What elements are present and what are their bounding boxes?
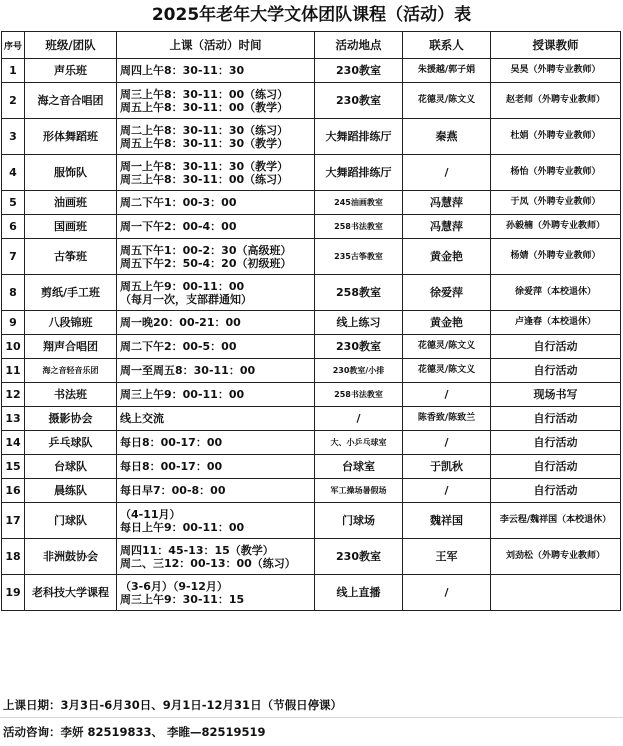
class-place: 258教室 [315,275,403,311]
table-row [2,503,621,539]
class-name: 油画班 [25,191,117,215]
class-contact: / [403,383,491,407]
time-line: 每日8：00-17：00 [120,460,223,473]
class-time [117,155,315,191]
time-line: 每日上午9：00-11：00 [120,520,245,534]
class-name: 形体舞蹈班 [25,119,117,155]
class-contact: 魏祥国 [403,503,491,539]
class-teacher: 于凤（外聘专业教师） [491,191,621,215]
class-contact: / [403,431,491,455]
time-line: 周四11：45-13：15（教学） [120,543,274,557]
time-line: 周二、三12：00-13：00（练习） [120,556,296,570]
table-row [2,539,621,575]
table-row [2,407,621,431]
class-time [117,275,315,311]
class-place: 线上练习 [315,311,403,335]
class-time [117,383,315,407]
class-teacher: 吴昊（外聘专业教师） [491,59,621,83]
class-place: 大、小乒乓球室 [315,431,403,455]
time-line: 周四上午8：30-11：30 [120,64,245,77]
class-name: 八段锦班 [25,311,117,335]
class-place: 230教室/小排 [315,359,403,383]
class-name: 海之音合唱团 [25,83,117,119]
time-line: 周一上午8：30-11：30（教学） [120,159,289,173]
class-contact: 黄金艳 [403,239,491,275]
class-time [117,479,315,503]
table-row [2,431,621,455]
class-teacher: 卢逢春（本校退休） [491,311,621,335]
class-teacher: 杜娟（外聘专业教师） [491,119,621,155]
class-teacher: 孙毅楠（外聘专业教师） [491,215,621,239]
class-place: 230教室 [315,59,403,83]
table-row [2,239,621,275]
class-place: 台球室 [315,455,403,479]
class-time [117,359,315,383]
class-name: 海之音轻音乐团 [25,359,117,383]
class-place: 230教室 [315,83,403,119]
header-contact: 联系人 [403,32,491,59]
class-contact: 黄金艳 [403,311,491,335]
row-number: 10 [2,335,25,359]
class-time [117,119,315,155]
class-name: 晨练队 [25,479,117,503]
table-row [2,455,621,479]
row-number: 6 [2,215,25,239]
class-teacher: 杨怡（外聘专业教师） [491,155,621,191]
class-name: 书法班 [25,383,117,407]
class-name: 台球队 [25,455,117,479]
row-number: 2 [2,83,25,119]
class-teacher: 自行活动 [491,407,621,431]
time-line: 周一下午2：00-4：00 [120,220,237,233]
row-number: 16 [2,479,25,503]
row-number: 9 [2,311,25,335]
row-number: 8 [2,275,25,311]
class-name: 乒乓球队 [25,431,117,455]
class-place: 大舞蹈排练厅 [315,119,403,155]
time-line: 每日早7：00-8：00 [120,484,226,497]
class-place: 230教室 [315,539,403,575]
header-place: 活动地点 [315,32,403,59]
class-teacher: 自行活动 [491,359,621,383]
class-contact: 冯慧萍 [403,191,491,215]
time-line: 周一至周五8：30-11：00 [120,364,256,377]
class-place: 军工操场暑假场 [315,479,403,503]
row-number: 4 [2,155,25,191]
table-row [2,275,621,311]
class-time [117,59,315,83]
time-line: （每月一次，支部群通知） [120,292,252,306]
row-number: 18 [2,539,25,575]
class-name: 老科技大学课程 [25,575,117,611]
time-line: 周二下午1：00-3：00 [120,196,237,209]
row-number: 14 [2,431,25,455]
class-place: 258书法教室 [315,383,403,407]
table-row [2,479,621,503]
class-place: 230教室 [315,335,403,359]
table-row [2,119,621,155]
time-line: 线上交流 [120,412,164,425]
class-time [117,503,315,539]
class-name: 剪纸/手工班 [25,275,117,311]
class-name: 服饰队 [25,155,117,191]
class-teacher: 徐爱萍（本校退休） [491,275,621,311]
divider [0,717,623,718]
class-place: 门球场 [315,503,403,539]
class-contact: / [403,575,491,611]
class-teacher: 现场书写 [491,383,621,407]
time-line: 周五上午8：30-11：30（教学） [120,136,289,150]
class-contact: 朱援越/郭子娟 [403,59,491,83]
class-name: 翔声合唱团 [25,335,117,359]
header-time: 上课（活动）时间 [117,32,315,59]
class-teacher: 自行活动 [491,479,621,503]
row-number: 17 [2,503,25,539]
row-number: 19 [2,575,25,611]
row-number: 11 [2,359,25,383]
table-row [2,575,621,611]
time-line: 周五下午2：50-4：20（初级班） [120,256,292,270]
time-line: 周五上午9：00-11：00 [120,279,245,293]
class-contact: / [403,155,491,191]
class-place: 大舞蹈排练厅 [315,155,403,191]
class-time [117,539,315,575]
table-row [2,359,621,383]
table-row [2,311,621,335]
class-teacher: 自行活动 [491,335,621,359]
class-time [117,431,315,455]
class-contact: 冯慧萍 [403,215,491,239]
row-number: 3 [2,119,25,155]
footer-dates: 上课日期：3月3日-6月30日、9月1日-12月31日（节假日停课） [3,698,343,712]
page-title: 2025年老年大学文体团队课程（活动）表 [151,5,472,25]
class-teacher: 自行活动 [491,455,621,479]
class-time [117,215,315,239]
class-name: 国画班 [25,215,117,239]
class-contact: 于凯秋 [403,455,491,479]
time-line: 周三上午9：00-11：00 [120,388,245,401]
class-contact: 秦燕 [403,119,491,155]
header-no: 序号 [2,32,25,59]
table-row [2,335,621,359]
table-row [2,383,621,407]
class-teacher [491,575,621,611]
class-contact: 花德灵/陈文义 [403,335,491,359]
class-contact: 花德灵/陈文义 [403,359,491,383]
class-place: / [315,407,403,431]
table-row [2,59,621,83]
row-number: 5 [2,191,25,215]
row-number: 15 [2,455,25,479]
class-teacher: 李云程/魏祥国（本校退休） [491,503,621,539]
class-teacher: 赵老师（外聘专业教师） [491,83,621,119]
time-line: 周一晚20：00-21：00 [120,316,241,329]
class-time [117,191,315,215]
table-row [2,215,621,239]
footer-contact: 活动咨询：李妍 82519833、 李睢—82519519 [3,725,266,739]
class-name: 门球队 [25,503,117,539]
class-place: 235古筝教室 [315,239,403,275]
class-teacher: 自行活动 [491,431,621,455]
time-line: 周五上午8：30-11：00（教学） [120,100,289,114]
class-name: 摄影协会 [25,407,117,431]
class-place: 线上直播 [315,575,403,611]
class-place: 258书法教室 [315,215,403,239]
class-time [117,335,315,359]
time-line: 每日8：00-17：00 [120,436,223,449]
header-teacher: 授课教师 [491,32,621,59]
class-time [117,407,315,431]
schedule-table [1,31,621,611]
class-time [117,455,315,479]
table-row [2,83,621,119]
class-name: 非洲鼓协会 [25,539,117,575]
time-line: （3-6月）（9-12月） [120,579,228,593]
class-place: 245油画教室 [315,191,403,215]
time-line: 周二上午8：30-11：30（练习） [120,123,289,137]
time-line: 周三上午9：30-11：15 [120,592,245,606]
time-line: 周二下午2：00-5：00 [120,340,237,353]
class-time [117,311,315,335]
class-teacher: 杨婧（外聘专业教师） [491,239,621,275]
class-contact: 陈香致/陈致兰 [403,407,491,431]
time-line: 周三上午8：30-11：00（练习） [120,172,289,186]
table-row [2,155,621,191]
time-line: 周五下午1：00-2：30（高级班） [120,243,292,257]
row-number: 13 [2,407,25,431]
class-time [117,575,315,611]
class-contact: 徐爱萍 [403,275,491,311]
time-line: 周三上午8：30-11：00（练习） [120,87,289,101]
class-contact: 王军 [403,539,491,575]
class-time [117,239,315,275]
time-line: （4-11月） [120,507,181,521]
row-number: 12 [2,383,25,407]
class-contact: 花德灵/陈文义 [403,83,491,119]
class-name: 古筝班 [25,239,117,275]
table-header-row [2,32,621,59]
header-class: 班级/团队 [25,32,117,59]
row-number: 7 [2,239,25,275]
class-time [117,83,315,119]
class-contact: / [403,479,491,503]
class-name: 声乐班 [25,59,117,83]
class-teacher: 刘劲松（外聘专业教师） [491,539,621,575]
table-row [2,191,621,215]
row-number: 1 [2,59,25,83]
